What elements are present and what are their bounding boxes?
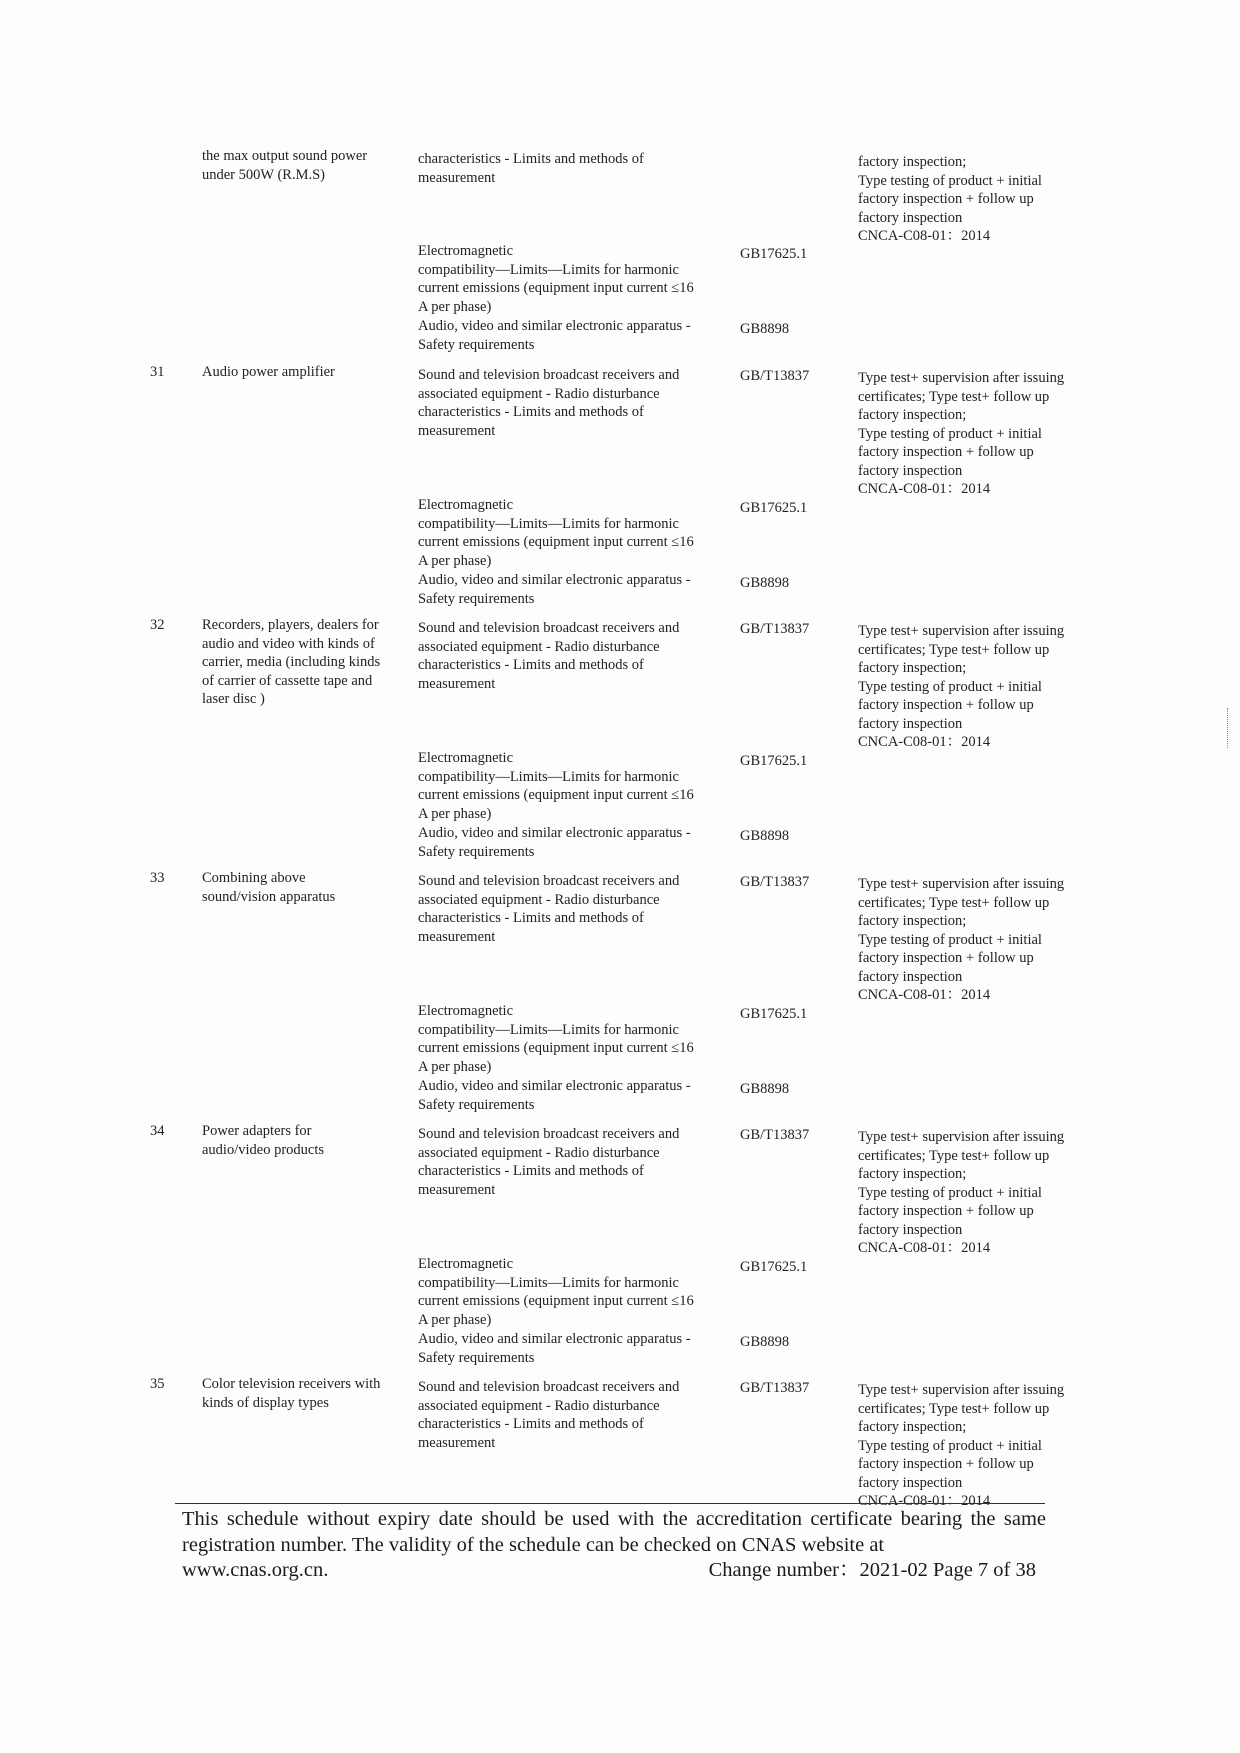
item-number: 32: [150, 617, 165, 633]
standard-number: GB/T13837: [740, 368, 810, 384]
standard-description: Audio, video and similar electronic apparatus - Safety requirements: [418, 1078, 691, 1113]
standard-number: GB8898: [740, 1334, 790, 1350]
standard-description: Electromagnetic compatibility—Limits—Limits for harmonic current emissions (equipment input current ≤16 A per phase): [418, 1003, 694, 1075]
page-footer: [182, 1507, 1046, 1584]
standard-description: Sound and television broadcast receivers and associated equipment - Radio disturbance characteristics - Limits and methods of measurement: [418, 873, 680, 945]
standard-number: GB17625.1: [740, 753, 808, 769]
standard-number: GB8898: [740, 828, 790, 844]
standard-number: GB/T13837: [740, 621, 810, 637]
item-name: Power adapters for audio/video products: [202, 1123, 325, 1158]
item-number: 35: [150, 1376, 165, 1392]
certification-rule: Type test+ supervision after issuing certificates; Type test+ follow up factory inspection; Type testing of product + initial factory inspection + follow up factory inspection CNCA-C08-01：2014: [858, 1382, 1065, 1509]
certification-rule: factory inspection; Type testing of product + initial factory inspection + follow up factory inspection CNCA-C08-01：2014: [858, 154, 1042, 244]
standard-description: Audio, video and similar electronic apparatus - Safety requirements: [418, 318, 691, 353]
standard-description: Electromagnetic compatibility—Limits—Limits for harmonic current emissions (equipment input current ≤16 A per phase): [418, 1256, 694, 1328]
item-number: 31: [150, 364, 165, 380]
standard-description: Electromagnetic compatibility—Limits—Limits for harmonic current emissions (equipment input current ≤16 A per phase): [418, 750, 694, 822]
footer-divider: [175, 1503, 1045, 1504]
standard-number: GB8898: [740, 575, 790, 591]
standard-description: Audio, video and similar electronic apparatus - Safety requirements: [418, 1331, 691, 1366]
standard-description: Audio, video and similar electronic apparatus - Safety requirements: [418, 572, 691, 607]
item-name: Combining above sound/vision apparatus: [202, 870, 336, 905]
standard-number: GB/T13837: [740, 1127, 810, 1143]
standard-description: Sound and television broadcast receivers and associated equipment - Radio disturbance characteristics - Limits and methods of measurement: [418, 1379, 680, 1451]
standard-number: GB/T13837: [740, 1380, 810, 1396]
standard-number: GB8898: [740, 321, 790, 337]
standard-number: GB17625.1: [740, 1259, 808, 1275]
standard-number: GB17625.1: [740, 246, 808, 262]
standard-description: characteristics - Limits and methods of measurement: [418, 151, 644, 186]
certification-rule: Type test+ supervision after issuing certificates; Type test+ follow up factory inspection; Type testing of product + initial factory inspection + follow up factory inspection CNCA-C08-01：2014: [858, 623, 1065, 750]
item-number: 34: [150, 1123, 165, 1139]
item-name: the max output sound power under 500W (R.M.S): [202, 148, 368, 183]
standard-number: GB/T13837: [740, 874, 810, 890]
footer-notice: This schedule without expiry date should be used with the accreditation certificate bearing the same registration number. The validity of the schedule can be checked on CNAS website at: [182, 1508, 1046, 1556]
standard-description: Electromagnetic compatibility—Limits—Limits for harmonic current emissions (equipment input current ≤16 A per phase): [418, 497, 694, 569]
item-number: 33: [150, 870, 165, 886]
standard-number: GB8898: [740, 1081, 790, 1097]
certification-rule: Type test+ supervision after issuing certificates; Type test+ follow up factory inspection; Type testing of product + initial factory inspection + follow up factory inspection CNCA-C08-01：2014: [858, 370, 1065, 497]
standard-description: Sound and television broadcast receivers and associated equipment - Radio disturbance characteristics - Limits and methods of measurement: [418, 367, 680, 439]
item-name: Audio power amplifier: [202, 364, 335, 380]
item-name: Color television receivers with kinds of display types: [202, 1376, 381, 1411]
item-name: Recorders, players, dealers for audio and video with kinds of carrier, media (including kinds of carrier of cassette tape and laser disc ): [202, 617, 381, 707]
change-number-page: Change number：2021-02 Page 7 of 38: [708, 1559, 1036, 1581]
standard-description: Audio, video and similar electronic apparatus - Safety requirements: [418, 825, 691, 860]
standard-description: Sound and television broadcast receivers and associated equipment - Radio disturbance characteristics - Limits and methods of measurement: [418, 620, 680, 692]
standard-description: Electromagnetic compatibility—Limits—Limits for harmonic current emissions (equipment input current ≤16 A per phase): [418, 243, 694, 315]
scan-artifact: [1227, 708, 1230, 748]
certification-rule: Type test+ supervision after issuing certificates; Type test+ follow up factory inspection; Type testing of product + initial factory inspection + follow up factory inspection CNCA-C08-01：2014: [858, 876, 1065, 1003]
cnas-website-link[interactable]: www.cnas.org.cn.: [182, 1559, 329, 1581]
standard-description: Sound and television broadcast receivers and associated equipment - Radio disturbance characteristics - Limits and methods of measurement: [418, 1126, 680, 1198]
standard-number: GB17625.1: [740, 1006, 808, 1022]
standard-number: GB17625.1: [740, 500, 808, 516]
certification-rule: Type test+ supervision after issuing certificates; Type test+ follow up factory inspection; Type testing of product + initial factory inspection + follow up factory inspection CNCA-C08-01：2014: [858, 1129, 1065, 1256]
